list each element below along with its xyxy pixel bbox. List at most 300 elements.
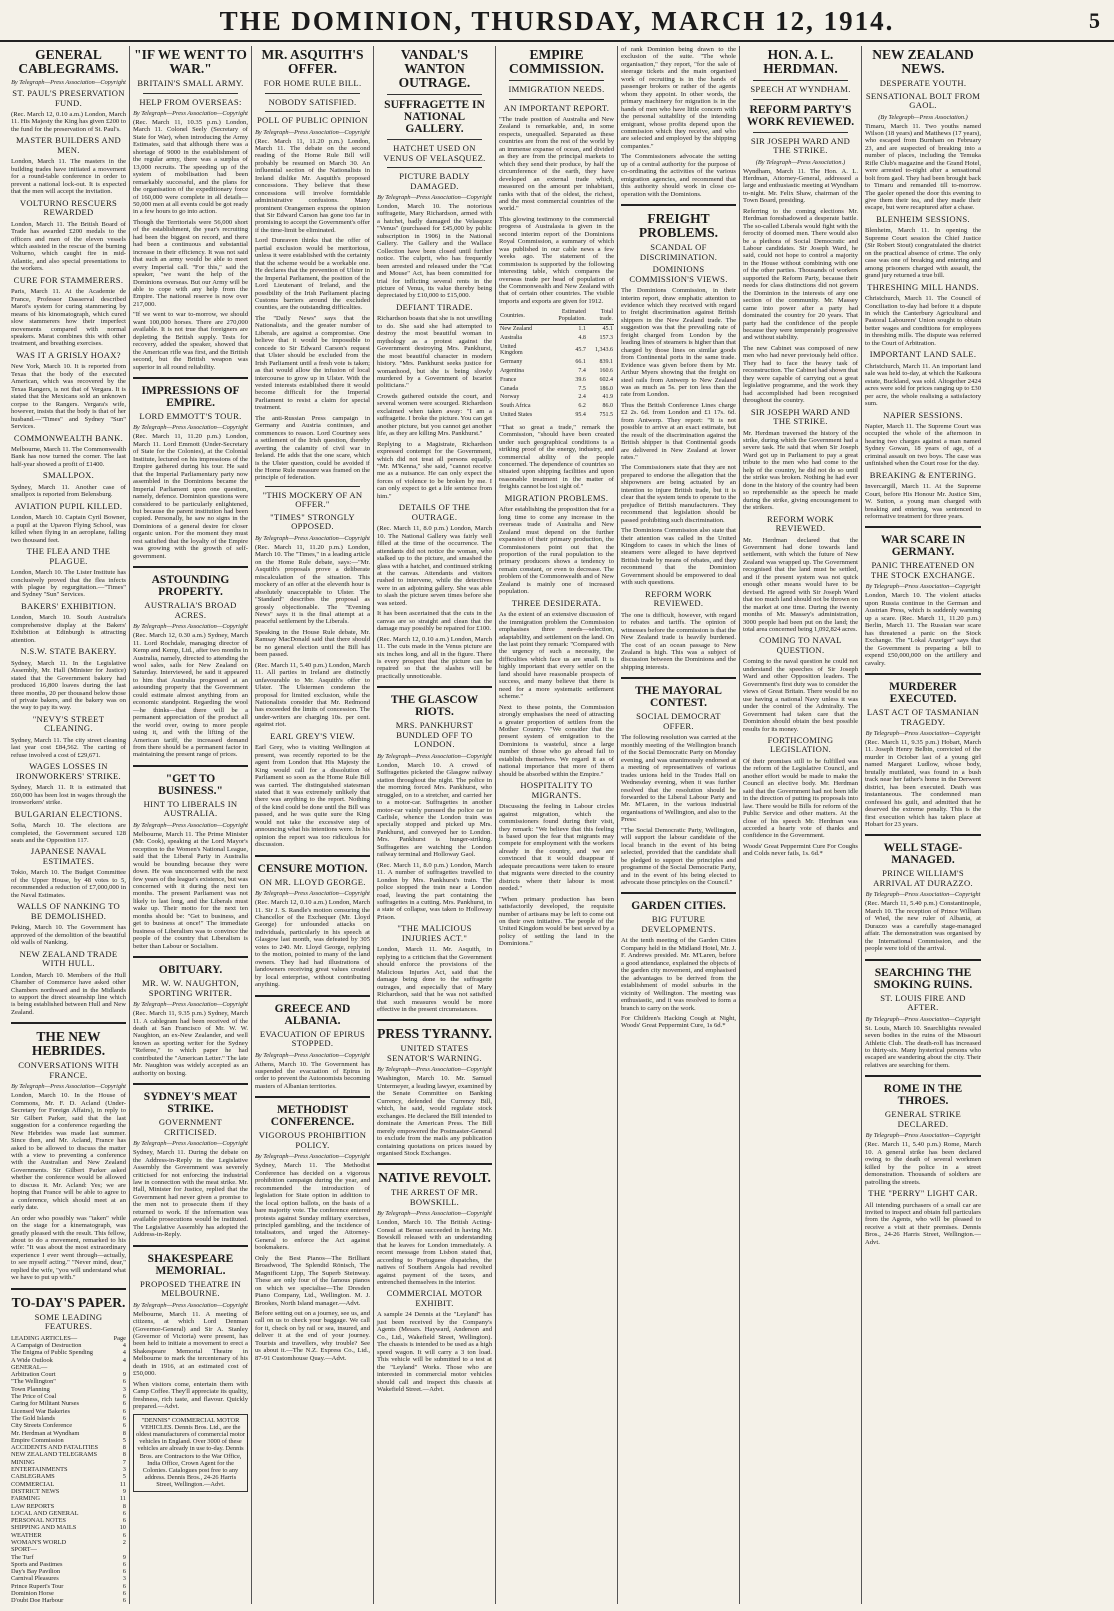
article-text: Referring to the coming elections Mr. Herdman foreshadowed a desperate battle. The so-called Liberals would fight with the ferocity of doomed men. There would also be a plethora of Social Democratic and Labour candidates. Sir Joseph Ward, he said, could not hope to control a majority in the House without combining with one of the other parties. Thousands of workers supported the Reform Party, because their needs for class distinctions did not govern the Dominion in the interests of any one section of the community. Mr. Massey came into power after a party had dominated the country for 20 years. That party had the confidence of the people because they were temperately progressive and without stability. [743,207,858,342]
article-text: London, March 10. Captain Cyril Bowner, a pupil at the Upavon Flying School, was killed when flying in an aeroplane, falling two thousand feet. [11,514,126,544]
article-text: of rank Dominion being drawn to the exclusion of the suite. "The whole organisation," they report, "for the sale of steerage tickets and the main organised work of recruiting is in the hands of passenger brokers or rather of the agents whom they appoint. In other words, the primary machinery for migration is in the hands of men who have little concern with the personal suitability of the intending emigrant, whose profits depend upon the commission which they receive, and who are selected and employed by the shipping companies." [621,46,736,150]
article-text: When visitors come, entertain them with Camp Coffee. They'll appreciate its quality, freshness, rich taste, and flavour. Quickly prepared.—Advt. [133,1380,248,1411]
article-text: London, March 10. The violent attacks upon Russia continue in the German and Austrian Press, which is suddenly warning up a scare. (Rec. March 11, 11.20 p.m.) Berlin, March 11. The Russian war scare has threatened a panic on the Stock Exchange. The "Lokal Anzeiger" says that the Government is preparing a bill to expend £50,000,000 on the artillery and cavalry. [865,592,981,667]
headline: THE NEW HEBRIDES. [31,1029,106,1059]
article-text: Invercargill, March 11. At the Supreme Court, before His Honour Mr. Justice Sim, W. Sutton, a young man charged with breaking and entering, was sentenced to reformative treatment for three years. [865,483,981,521]
column-3 [252,46,374,1604]
subheading: SPEECH AT WYNDHAM. [750,84,851,94]
subheading: LORD EMMOTT'S TOUR. [139,410,242,421]
article-text: The new Cabinet was composed of new men who had never previously held office. They had to face the heavy task of reconstruction. The Cabinet had shown that they were capable of carrying out a great legislative programme, and the work they had accomplished had been recognised throughout the country. [743,344,858,405]
subheading: EVACUATION OF EPIRUS STOPPED. [259,1028,366,1049]
article-text: Athens, March 10. The Government has suspended the evacuation of Epirus in order to prevent the Autonomists becoming masters of Albanian territories. [255,1060,370,1090]
article-text: Replying to a Magistrate, Richardson expressed contempt for the Government, which did not treat all persons equally. "Mr. M'Kenna," she said, "cannot receive me as a nuisance. He can only expect the forces of violence to be broken by me. I can only expect to get a life sentence from him." [377,440,492,500]
byline: By Telegraph—Press Association—Copyright [11,1083,126,1091]
contents-page: 6 [122,1582,126,1590]
contents-label: Town Planning [11,1385,50,1393]
subheading: WAS IT A GRISLY HOAX? [16,349,121,360]
contents-label: CABLEGRAMS [11,1473,55,1481]
article-text: (Rec. March 11, 9.35 p.m.) Hobart, March 11. Joseph Henry Belbin, convicted of the murder in October last of a young girl named Margaret Ludlow, whose body, brutally mutilated, was found in a bush track near her father's home in the Derwent district, has been executed. Death was instantaneous. The condemned man confessed his guilt, and admitted that he deserved the extreme penalty. This is the first execution which has taken place at Hobart for 23 years. [865,739,981,828]
article-text: As the extent of an extensive discussion of the immigration problem the Commission emphasises three needs—selection, adaptability, and settlement on the land. On the last point they remark: "Compared with the urgency of such a necessity, the difficulties which face us are small. It is highly important that every settler on the land should have reasonable prospects of success, and many believe that there is need for a more systematic settlement scheme." [499,611,614,701]
subheading: DETAILS OF THE OUTRAGE. [398,502,471,522]
table-header-cell: Countries. [499,308,538,324]
subheading: SOME LEADING FEATURES. [34,1311,103,1332]
subheading: DEFIANT TIRADE. [396,301,473,312]
table-cell: 7.4 [578,367,586,374]
article-text: (Rec. March 11, 8.0 p.m.) London, March 10. The National Gallery was fairly well filled at the time of the occurrence. The attendants did not notice the woman, who stalked up to the picture, and smashed the glass with a hatchet, and continued striking at the canvas. Attendants and visitors rushed to intervene, while the detectives were in an adjoining gallery. She was able to slash the picture seven times before she was seized. [377,525,492,607]
subheading: SIR JOSEPH WARD AND THE STRIKE. [750,135,851,155]
contents-label: City Streets Conference [11,1422,73,1430]
page-number: 5 [1089,8,1100,33]
table-cell: 2.4 [578,394,586,401]
subheading: THRESHING MILL HANDS. [867,281,979,292]
headline: GREECE AND ALBANIA. [274,1002,351,1027]
subheading: SMALLPOX. [42,470,95,481]
contents-row [11,1335,126,1342]
advertisement-text: Only the Best Pianos—The Brilliant Broadwood, The Splendid Rönisch, The Magnificent Lipp, The Superb Steinway. These are only four of the famous pianos on which we specialise—The Dresden Piano Company, Ltd., Wellington. M. J. Brookes, North Island manager.—Advt. [255,1254,370,1307]
table-cell: 1.1 [578,325,586,332]
contents-row [11,1342,126,1349]
column-4 [374,46,496,1604]
contents-page: 8 [122,1429,126,1437]
trade-table-header [499,308,614,324]
contents-label: The Gold Islands [11,1414,56,1422]
subheading: ST. PAUL'S PRESERVATION FUND. [12,88,125,108]
contents-row [11,1415,126,1422]
article-text: Wyndham, March 11. The Hon. A. L. Herdman, Attorney-General, addressed a large and enthusiastic meeting at Wyndham to-night. Mr. Felix Shaw, chairman of the Town Board, presiding. [743,167,858,205]
table-cell: South Africa [500,403,531,410]
article-text: Napier, March 11. The Supreme Court was occupied the whole of the afternoon in hearing two charges against a man named Sydney Gowan, 18 years of age, of a criminal assault on two boys. The case was unfinished when the Court rose for the day. [865,423,981,468]
table-cell: 1,343.6 [595,346,613,353]
contents-page: 6 [122,1560,126,1568]
article-columns [8,46,1106,1604]
contents-page: Page [113,1334,126,1342]
contents-page: 6 [122,1414,126,1422]
contents-label: A Wide Outlook [11,1356,53,1364]
advertisement: "DENNIS" COMMERCIAL MOTOR VEHICLES. Dennis Bros. Ltd., are the oldest manufacturers of commercial motor vehicles in England. Over 3000 of these vehicles are already in use to-day. Dennis Bros. are Contractors to the War Office, India Office, Crown Agent for the Colonies. Catalogues post free to any address. Dennis Bros., 24-26 Harris Street, Wellington.—Advt. [133,1414,248,1492]
article-text: (Rec. March 11, 5.40 p.m.) Rome, March 10. A general strike has been declared owing to the death of several workmen killed by the police in a street demonstration. Thousands of soldiers are patrolling the streets. [865,1141,981,1186]
contents-label: ENTERTAINMENTS [11,1466,68,1474]
table-cell: 157.3 [599,334,613,341]
subheading: "TIMES" STRONGLY OPPOSED. [270,511,355,532]
section-rule [11,1288,126,1290]
subheading: BLENHEIM SESSIONS. [876,213,970,224]
article-text: Washington, March 10. Mr. Samuel Untermeyer, a leading lawyer, examined by the Senate Committee on Banking Currency, defended the Currency Bill, which, he said, would regulate stock exchanges. He declared the Bill intended to dominate the American Press. The Bill merely empowered the Postmaster-General to exclude from the mails any publication containing quotations on prices issued by organised Stock Exchanges. [377,1075,492,1157]
contents-label: Empire Commission [11,1436,64,1444]
contents-page: 10 [119,1524,126,1532]
section-rule [621,677,736,679]
subheading: SCANDAL OF DISCRIMINATION. [639,242,718,262]
section-rule [255,995,370,997]
contents-page: 4 [122,1356,126,1364]
headline: WAR SCARE IN GERMANY. [880,534,966,559]
advertisement-text: A sample 24 Dennis at the "Leyland" has just been received by the Company's Agents (Messrs. Hayward, Anderson and Co., Ltd., Wakefield Street, Wellington). The chassis is intended to be used as a high speed wagon. It will carry a 3 ton load. This vehicle will be submitted to a test at the "Leyland" Works. Those who are interested in commercial motor vehicles should call and inspect this chassis at Wakefield Street.—Advt. [377,1311,492,1394]
contents-page: 6 [122,1517,126,1525]
section-rule [377,1019,492,1021]
contents-page: 8 [122,1451,126,1459]
column-7 [740,46,862,1604]
contents-page: 6 [122,1590,126,1598]
table-row [499,358,614,367]
article-text: It has been ascertained that the cuts in the canvas are so straight and clean that the damage may possibly be repaired for £100. [377,610,492,633]
subheading: VIGOROUS PROHIBITION POLICY. [258,1130,367,1150]
contents-label: A Campaign of Destruction [11,1341,82,1349]
contents-page: 3 [122,1385,126,1393]
article-text: Peking, March 10. The Government has approved of the demolition of the beautiful old walls of Nanking. [11,924,126,947]
article-text: London, March 11. The British Board of Trade has awarded £200 medals to the officers and men of the eleven vessels which assisted in the rescue of the burning Volturno, which caught fire in mid-Atlantic, and also special presentations to the workers. [11,220,126,273]
subheading: MRS. PANKHURST BUNDLED OFF TO LONDON. [395,720,474,750]
table-cell: Germany [500,359,523,366]
table-row [499,411,614,420]
subheading: COMMERCIAL MOTOR EXHIBIT. [386,1288,483,1308]
contents-row [11,1386,126,1393]
table-header-cell: Estimated Population. [538,308,587,324]
subheading: IMMIGRATION NEEDS. [508,84,605,94]
subheading: BRITAIN'S SMALL ARMY. [137,78,244,88]
article-text: Crowds gathered outside the court, and several women were scourged. Richardson exclaimed when taken away: "I am a suffragette. I broke the picture. You can get another picture, but you cannot get another life, as they are killing Mrs. Pankhurst." [377,392,492,438]
byline: By Telegraph—Press Association—Copyright [255,890,370,898]
contents-row [11,1473,126,1480]
article-text: The one is difficult, however, with regard to rebates and tariffs. The opinion of witnesses before the commission is that the New Zealand trade is heavily burdened. The cost of an ocean passage to New Zealand is high. This was a subject of discussion between the Dominions and the shipping interests. [621,611,736,671]
headline: GENERAL CABLEGRAMS. [18,47,119,76]
contents-label: COMMERCIAL [11,1480,55,1488]
subheading: LAST ACT OF TASMANIAN TRAGEDY. [866,707,980,727]
article-text: Lord Dunraven thinks that the offer of partial exclusion would be meritorious, unless it were established with the certainty that the scheme would be a workable one. He declares that the prevention of Ulster in the Imperial Parliament, the position of the Lord Lieutenant of Ireland, and the possibility of the Irish Parliament placing Customs barriers around the excluded counties, are the outstanding difficulties. [255,237,370,312]
subheading: GOVERNMENT CRITICISED. [158,1117,223,1137]
byline: By Telegraph—Press Association—Copyright [865,583,981,591]
article-text: After establishing the proposition that for a long time to come any increase in the overseas trade of Australia and New Zealand must depend on the further expansion of their primary production, the Commissioners point out that the proportion of the rural population to the primary producers shows a tendency to remain constant, or even to decrease. The problem of the Commonwealth and of New Zealand is mainly one of increased population. [499,506,614,596]
article-text: Melbourne, March 11. The Prime Minister (Mr. Cook), speaking at the Lord Mayor's reception to the Women's National League, said that the Liberal Party in Australia would be bounding because they were down. He was unconcerned with the next few years of the league's existence, but was concerned with it during the next ten months. The present Parliament was not likely to last long, and the Liberals must wake up. Their motto for the next ten months should be: "Get to business, and get to business at once!" The immediate business of Liberalism was to convince the people of the country that Liberalism is better than Labour or Socialism. [133,830,248,950]
table-cell: Canada [500,385,518,392]
contents-row [11,1597,126,1604]
contents-row [11,1364,126,1371]
subheading: WALLS OF NANKING TO BE DEMOLISHED. [16,901,121,921]
table-header-cell: Total trade. [587,308,614,324]
subheading: BIG FUTURE DEVELOPMENTS. [641,914,716,934]
masthead [0,0,1114,42]
table-cell: 95.4 [575,411,586,418]
section-rule [377,1163,492,1165]
section-rule [865,959,981,961]
table-cell: 7.5 [578,385,586,392]
contents-label: WOMAN'S WORLD [11,1538,67,1546]
byline: By Telegraph—Press Association—Copyright [133,110,248,117]
contents-page: 6 [122,1393,126,1401]
divider [387,94,482,95]
subheading: SENSATIONAL BOLT FROM GAOL. [865,90,981,110]
section-rule [255,1096,370,1098]
article-text: (Rec. March 12, 0.10 a.m.) London, March 11. Sir J. S. Randle's motion censuring the Chancellor of the Exchequer (Mr. Lloyd George) for unfounded attacks on individuals, particularly in his speech at Glasgow last month, was defeated by 305 votes to 240. Mr. Lloyd George, replying to the motion, pointed to many of the land owners. They had had illustrations of landowners receiving great values created by local enterprise, without contributing anything. [255,899,370,989]
subheading: HOSPITALITY TO MIGRANTS. [520,780,593,800]
headline: THE GLASCOW RIOTS. [390,694,479,719]
article-text: (Rec. March 12, 0.30 a.m.) Sydney, March 11. Lord Rochdale, managing director of Kemp and Kemp, Ltd., after two months in Australia, namely, directed to attending the wool sales, sails for New Zealand on Saturday. Interviewed, he said it appeared to him that Australia progressed at an astounding property that the Government could estimate almost anything from an economic standpoint. Regarding the wool—he thinks—that there will be a permanent appreciation of the product all the world over, owing to more people using it, and with the lifting of the American tariff, the increased demand from there should be a permanent factor in maintaining the present range of prices. [133,632,248,759]
table-cell: 45.1 [602,325,613,332]
table-cell: 839.1 [599,359,613,366]
article-text: London, March 11. The masters in the building trades have initiated a movement for a round-table conference in order to prevent a national lock-out. It is expected that the men will accept the invitation. [11,158,126,196]
contents-label: D'oubt Doe Harbour [11,1597,64,1604]
byline: By Telegraph—Press Association—Copyright [377,194,492,201]
contents-row [11,1524,126,1531]
subheading: N.S.W. STATE BAKERY. [20,646,117,657]
subheading: "THE MALICIOUS INJURIES ACT." [397,923,472,943]
article-text: The Commissioners advocate the setting up of a central authority for the purpose of co-ordinating the activities of the various emigration agencies, and recommend that this authority should work in close co-operation with the Dominions. [621,153,736,198]
contents-page: 9 [122,1371,126,1379]
subheading: PRINCE WILLIAM'S ARRIVAL AT DURAZZO. [873,868,973,888]
article-text: London, March 10. The notorious suffragette, Mary Richardson, armed with a hatchet, badly damaged the Velasquez "Venus" (purchased for £45,000 by public subscription in 1906) in the National Gallery. The Gallery and the Wallace Collection have been closed until further notice. The culprit, who has frequently been arrested and released under the "Cat and Mouse" Act, has been committed for trial for inflicting several rents in the picture of Venus, its value thereby being depreciated by £10,000 to £15,000. [377,203,492,300]
contents-label: SHIPPING AND MAILS [11,1524,77,1532]
contents-row [11,1371,126,1378]
column-6 [618,46,740,1604]
headline: PRESS TYRANNY. [377,1026,492,1042]
contents-row [11,1437,126,1444]
article-text: (Rec. March 11, 5.40 p.m.) Constantinople, March 10. The reception of Prince William of Wied, the new ruler of Albania, at Durazzo was a carefully stage-managed affair. The demonstration was organised by the International Commission, and the people were told of the arrival. [865,900,981,953]
contents-page: 2 [122,1538,126,1546]
column-5 [496,46,618,1604]
article-text: Christchurch, March 11. An important land sale was held to-day, at which the Kaikoura estate, Buckland, was sold. Altogether 2424 acres were sold for prices ranging up to £30 per acre, the whole realising a satisfactory sum. [865,362,981,408]
article-text: London, March 10. The British Acting-Consul at Benue succeeded in having Mr. Bowskill released with an understanding that he leaves for London immediately. A recent message from Lisbon stated that, according to Portuguese dispatches, the natives of Southern Angola had revolted against payment of the taxes, and entrenched themselves in the interior. [377,1219,492,1287]
contents-page: 4 [122,1349,126,1357]
headline: EMPIRE COMMISSION. [509,47,604,76]
section-rule [621,204,736,206]
headline: WELL STAGE-MANAGED. [883,842,963,867]
article-text: Mr. Herdman traversed the history of the strike, during which the Government had a severe task. He said that when Sir Joseph Ward got up in Parliament to pay a great tribute to the men who had come to the help of the country, he did not do so until the strike was broken. Nothing he had ever done in the history of the country had been so reprehensible as the speech he made during the strike, giving encouragement to the strikers. [743,429,858,512]
headline: SYDNEY'S MEAT STRIKE. [143,1091,238,1116]
article-text: Next to these points, the Commission strongly emphasises the need of attracting a greater proportion of settlers from the Mother Country. "We consider that the present system of emigration to the Dominions is wasteful, since a large number of those who go abroad fail to establish themselves. We regard it as of national importance that more of them should be absorbed within the Empire." [499,703,614,778]
contents-label: Day's Bay Pavilion [11,1568,61,1576]
contents-label: WEATHER [11,1531,42,1539]
contents-row [11,1378,126,1385]
headline: VANDAL'S WANTON OUTRAGE. [398,47,471,90]
contents-label: Licensed War Bakeries [11,1407,70,1415]
divider [265,486,360,487]
subheading: THREE DESIDERATA. [511,597,602,608]
contents-label: DISTRICT NEWS [11,1487,60,1495]
contents-row [11,1466,126,1473]
article-text: Melbourne, March 11. A meeting of citizens, at which Lord Denman (Governor-General) and Sir A. Stanley (Governor of Victoria) were present, has been held to initiate a movement to erect a Shakespeare Memorial Theatre in Melbourne to mark the tercentenary of his death in 1916, at an estimated cost of £50,000. [133,1310,248,1378]
article-text: (Rec. March 11, 8.0 p.m.) London, March 11. A number of suffragettes travelled to London by Mrs. Pankhurst's train. The police stopped the train near a London road, leaving the part containing the suffragettes in a cutting. Mrs. Pankhurst, in a state of collapse, was taken to Holloway Prison. [377,861,492,921]
subheading: JAPANESE NAVAL ESTIMATES. [30,846,107,866]
article-text: Blenheim, March 11. In opening the Supreme Court session the Chief Justice (Sir Robert Stout) congratulated the district on the practical absence of crime. The only case was one of breaking and entering and among prisoners charged with assault, the grand jury returned a true bill. [865,227,981,280]
trade-table-body [499,324,614,419]
subheading: MIGRATION PROBLEMS. [504,492,609,503]
article-text: This glowing testimony to the commercial progress of Australasia is given in the second interim report of the Dominions Royal Commission, a summary of which was published in our cable news a few weeks ago. The statement of the commission is supported by the following interesting table, which compares the overseas trade per head of population of the Commonwealth and New Zealand with that of certain other countries. The visible imports and exports are given for 1912. [499,215,614,305]
subheading: BREAKING & ENTERING. [869,469,977,480]
headline: IMPRESSIONS OF EMPIRE. [141,384,240,409]
advertisement-text: Before setting out on a journey, see us, and call on us to check your baggage. We call for it, check on by rail or sea, insured, and deliver it at the end of your journey. Tourists and travellers, why trouble? See us about it.—The N.Z. Express Co., Ltd., 87-91 Customhouse Quay.—Advt. [255,1309,370,1362]
subheading: AUSTRALIA'S BROAD ACRES. [144,600,237,620]
byline: By Telegraph—Press Association—Copyright [377,1210,492,1218]
column-8 [862,46,984,1604]
contents-page: 6 [122,1407,126,1415]
section-rule [133,566,248,568]
headline: MR. ASQUITH'S OFFER. [261,47,364,76]
subheading: REFORM WORK REVIEWED. [767,513,834,534]
article-text: Sydney, March 11. Another case of smallpox is reported from Belensburg. [11,483,126,499]
byline: (By Telegraph—Press Association.) [755,158,846,166]
article-text: "If we went to war to-morrow, we should want 100,000 horses. There are 270,000 available. It is not true that foreigners are depleting the British supply. Tests for recovery, added the speaker, showed that the American rifle was first, and the British second, but the British weapon was superior in all round reliability. [133,311,248,371]
article-text: Sydney, March 11. The city street cleaning last year cost £84,562. The carting of refuse involved a cost of £29,671. [11,736,126,759]
table-cell: 86.0 [602,403,613,410]
byline: By Telegraph—Press Association—Copyright [133,821,248,829]
subheading: PANIC THREATENED ON THE STOCK EXCHANGE. [870,560,976,580]
article-text: London, March 11. Mr. Asquith, in replying to a criticism that the Government should enforce the provisions of the Malicious Injuries Act, said that the damage being done to the suffragette outrages, and especially that of Mary Richardson, said that he was not satisfied that such measures would be more effective in the present circumstances. [377,946,492,1013]
headline: OBITUARY. [158,964,223,977]
subheading: ST. LOUIS FIRE AND AFTER. [880,992,966,1013]
contents-row [11,1481,126,1488]
table-row [499,393,614,402]
contents-page: 5 [122,1436,126,1444]
headline: NATIVE REVOLT. [378,1170,491,1186]
table-cell: France [500,376,517,383]
article-text: An order who possibly was "taken" while on the stage for a kinematograph, was greatly pleased with the result. This fellow, about to do a movement, remarked to his wife: "It was about the most extraordinary experience I ever went through—actually, to see myself acting." "Never mind, dear," replied the wife, "you will understand what we have to put up with." [11,1214,126,1282]
byline: By Telegraph—Press Association—Copyright [133,1301,248,1309]
contents-page: 3 [122,1575,126,1583]
article-text: Timaru, March 11. Two youths named Wilson (18 years) and Matthews (17 years), who escaped from Burnham on February 23, and are suspected of breaking into a number of places, including the Temuka Rifle Club's magazine and the Grand Hotel, were arrested to-night after a sensational bolt from gaol. They had been brought back to Timaru and remanded till to-morrow. The gaoler opened the door this evening to give them their tea, and they made their escape, but were recaptured after a chase. [865,122,981,212]
article-text: Tokio, March 10. The Budget Committee of the Upper House, by 48 votes to 5, recommended a reduction of £7,000,000 in the Naval Estimates. [11,869,126,899]
contents-label: The Enigma of Public Spending [11,1349,94,1357]
article-text: At the tenth meeting of the Garden Cities Company held in the Midland Hotel, Mr. J. F. Andrews presided. Mr. M'Laren, before a good attendance, explained the objects of the garden city movement, and emphasised the advantages to be derived from the establishment of model suburbs in the vicinity of Wellington. The meeting was enthusiastic, and it was resolved to form a branch to carry on the work. [621,937,736,1012]
contents-label: LOCAL AND GENERAL [11,1509,79,1517]
subheading: HATCHET USED ON VENUS OF VELASQUEZ. [383,143,486,163]
article-text: (Rec. March 11, 9.35 p.m.) Sydney, March 11. A cablegram had been received of the death at San Francisco of Mr. W. W. Naughton, an ex-New Zealander, and well known as sporting writer for the Sydney "Referee," to which paper he had contributed the "American Letter." The late Mr. Naughton was widely accepted as an authority on boxing. [133,1010,248,1077]
column-2 [130,46,252,1604]
section-rule [621,892,736,894]
section-rule [133,377,248,379]
byline: By Telegraph—Press Association—Copyright [255,128,370,136]
divider [265,93,360,94]
subheading: DESPERATE YOUTH. [879,78,967,88]
contents-row [11,1444,126,1451]
article-text: (Rec. March 11, 11.20 p.m.) London, March 10. The "Times," in a leading article on the Home Rule debate, says:—"Mr. Asquith's proposals prove a deliberate miscalculation of the situation. This mockery of an offer at the eleventh hour is absolutely unacceptable to Ulster. The "Standard" describes the proposal as grossly objectionable. The "Evening News" says it is the final attempt at a peaceful settlement by the Liberals. [255,543,370,626]
article-text: Sydney, March 11. During the debate on the Address-in-Reply in the Legislative Assembly the Government was severely criticised for not enforcing the industrial law in connection with the meat strike. Mr. Hall, Minister for Justice, replied that the Government had never given a promise to the men not to prosecute them if they returned to work. If the information was available prosecutions would be instituted. The Legislative Assembly has adopted the Address-in-Reply. [133,1149,248,1239]
advertisement-text: For Children's Hacking Cough at Night, Woods' Great Peppermint Cure, 1s 6d.* [621,1014,736,1030]
table-row [499,385,614,394]
contents-page: 8 [122,1444,126,1452]
contents-label: FARMING [11,1495,40,1503]
table-row [499,376,614,385]
headline: SEARCHING THE SMOKING RUINS. [873,966,973,991]
contents-row [11,1459,126,1466]
subheading: POLL OF PUBLIC OPINION [256,115,369,125]
subheading: CURE FOR STAMMERERS. [13,274,124,285]
table-cell: Argentina [500,367,524,374]
contents-label: Arbitration Court [11,1371,56,1379]
article-text: London, March 10. In the House of Commons, Mr. F. D. Acland (Under-Secretary for Foreign Affairs), in reply to Sir Gilbert Parker, said that the last suggestion for a conference regarding the New Hebrides was made last summer. Since then, and Mr. Acland, France has asked to be allowed to discuss the matter with a view to preventing a conference with the Australian and New Zealand Governments. Sir Gilbert Parker asked whether the conference would be allowed to discuss it. Mr. Acland: Yes; we are hoping that France will be able to agree to a conference, which should meet at an early date. [11,1092,126,1212]
contents-label: SPORT— [11,1546,37,1554]
contents-row [11,1495,126,1502]
article-text: Thus the British Conference Lines charge £2 2s. 6d. from London and £1 17s. 6d. from Antwerp. They report: "It is not possible to arrive at an exact estimate, but the result of the discrimination against the British shipper is that Continental goods are delivered in New Zealand at lower rates." [621,401,736,462]
headline: SUFFRAGETTE IN NATIONAL GALLERY. [384,99,485,135]
table-cell: 41.9 [602,394,613,401]
headline: METHODIST CONFERENCE. [270,1104,355,1129]
subheading: FOR HOME RULE BILL. [263,78,362,88]
article-text: Though the Territorials were 56,000 short of the establishment, the year's recruiting had been the biggest on record, and there had been a continuous and substantial increase in their efficiency. It was not said that such an army would be able to meet every Imperial call. "For this," said the speaker, "we want the help of the Dominions overseas. But our Army will be able to cope with any help from the Empire. The national reserve is now over 217,000. [133,218,248,308]
contents-label: Sports and Pastimes [11,1560,63,1568]
contents-page: 3 [122,1466,126,1474]
table-cell: 602.4 [599,376,613,383]
headline: CENSURE MOTION. [257,862,368,875]
headline: HON. A. L. HERDMAN. [763,47,838,76]
contents-label: Caring for Militant Nurses [11,1400,79,1408]
contents-label: ACCIDENTS AND FATALITIES [11,1444,99,1452]
contents-page: 6 [122,1568,126,1576]
table-header-row [499,308,614,324]
contents-row [11,1510,126,1517]
divider [753,80,848,81]
byline: By Telegraph—Press Association—Copyright [865,1015,981,1023]
subheading: GENERAL STRIKE DECLARED. [884,1109,962,1129]
table-cell: 6.2 [578,403,586,410]
contents-label: The Turf [11,1553,34,1561]
contents-row [11,1393,126,1400]
table-row [499,334,614,343]
table-row [499,343,614,359]
section-rule [865,1075,981,1077]
subheading: CONVERSATIONS WITH FRANCE. [18,1060,119,1080]
section-rule [865,673,981,675]
article-text: Mr. Herdman declared that the Government had done towards land settlement, with which the future of New Zealand was wrapped up. The Government recognised that the land must be settled, and if the present system was not quick enough other means would have to be devised. He agreed with Sir Joseph Ward that too much land should not be thrown on the market at one time. During the twenty months of Mr. Massey's administration, 3000 people had been put on the land; the total area concerned being 1,092,824 acres. [743,536,859,633]
subheading: BULGARIAN ELECTIONS. [14,808,123,819]
subheading: SOCIAL DEMOCRAT OFFER. [636,711,721,731]
advertisement-text: All intending purchasers of a small car are invited to inspect and obtain full particulars from the Agents, who will be pleased to receive a visit at their premises. Dennis Bros., 24-26 Harris Street, Wellington.—Advt. [865,1201,981,1246]
contents-row [11,1400,126,1407]
subheading: WAGES LOSSES IN IRONWORKERS' STRIKE. [16,761,121,781]
subheading: FORTHCOMING LEGISLATION. [767,734,834,755]
subheading: THE FLEA AND THE PLAGUE. [26,546,111,566]
contents-page: 6 [122,1509,126,1517]
contents-label: GENERAL— [11,1363,48,1371]
contents-row [11,1590,126,1597]
subheading: AN IMPORTANT REPORT. [503,102,610,113]
headline: "IF WE WENT TO WAR." [134,47,247,76]
subheading: SIR JOSEPH WARD AND THE STRIKE. [750,406,851,427]
contents-label: PERSONAL NOTES [11,1517,66,1525]
byline: By Telegraph—Press Association—Copyright [255,1051,370,1059]
article-text: "The trade position of Australia and New Zealand is remarkable, and, in some respects, unequalled. Separated as these countries are from the rest of the world by an immense expanse of ocean, and divided as they are from the principal markets to which they send their produce, by half the circumference of the earth, they have developed an external trade which, measured on the amount per inhabitant, ranks with that of the oldest, the richest, and the most commercial countries of the world." [499,116,614,213]
headline: TO-DAY'S PAPER. [11,1294,126,1310]
article-text: Sydney, March 11. The Methodist Conference has decided on a vigorous prohibition campaign during the year, and recommended the introduction of legislation for State option in addition to the local option ballots, on the basis of a bare majority vote. The conference entered protests against Sunday military exercises, principled gambling, and the incidence of totalisators, and urged the Attorney-General to enforce the Act against bookmakers. [255,1162,370,1252]
section-rule [11,1022,126,1024]
contents-row [11,1517,126,1524]
article-text: London, March 10. South Australia's comprehensive display at the Bakers' Exhibition at Edinburgh is attracting attention. [11,614,126,644]
byline: By Telegraph—Press Association—Copyright [133,424,248,432]
byline: By Telegraph—Press Association—Copyright [255,534,370,542]
contents-row [11,1488,126,1495]
headline: ROME IN THE THROES. [883,1083,963,1108]
divider [509,99,604,100]
contents-label: LAW REPORTS [11,1502,55,1510]
contents-page: 7 [122,1458,126,1466]
article-text: Paris, March 11. At the Academie de France, Professor Dasserval described Marot's system for curing stammering by means of his kinomatograph, which cured slow stammerers how their imperfect movements compared with normal speakers. Marat combines this with other treatment, and breathing exercises. [11,288,126,348]
byline: By Telegraph—Press Association—Copyright [255,1153,370,1161]
contents-row [11,1583,126,1590]
subheading: UNITED STATES SENATOR'S WARNING. [387,1043,482,1063]
contents-label: Mr. Herdman at Wyndham [11,1429,80,1437]
article-text: Christchurch, March 11. The Council of Conciliation to-day had before it a dispute in which the Canterbury Agricultural and Pastoral Labourers' Union sought to obtain better wages and conditions for employees in threshing mills. The dispute was referred to the Court of Arbitration. [865,295,981,347]
trade-table [499,308,614,419]
headline: NEW ZEALAND NEWS. [872,47,974,76]
article-text: (Rec. March 12, 0.10 a.m.) London, March 11. The cuts made in the Venus picture are six inches long, and all in the figure. There is every prospect that the picture can be repaired so that the slashes will be practically unnoticeable. [377,635,492,680]
divider [753,99,848,100]
table-cell: Australia [500,334,522,341]
contents-label: The Price of Coal [11,1393,57,1401]
contents-page: 11 [119,1480,126,1488]
subheading: MASTER BUILDERS AND MEN. [15,135,121,155]
article-text: Coming to the naval question he could not understand the speeches of Sir Joseph Ward and other Opposition leaders. The Government's first duty was to consider the views of Great Britain. There would be no use having a national Navy unless it was under the control of the Admiralty. The Government had taken care that the Dominion should obtain the best possible results for its money. [743,658,858,733]
headline: GARDEN CITIES. [631,900,726,913]
byline: (By Telegraph—Press Association.) [878,113,968,121]
section-rule [377,686,492,688]
article-text: "The Social Democratic Party, Wellington, will support the labour candidate of the local branch in the event of his being selected, provided that the candidate shall be pledged to support the principles and programme of the Social Democratic Party, and in the event of his being elected to advocate those principles on the Council." [621,826,736,886]
